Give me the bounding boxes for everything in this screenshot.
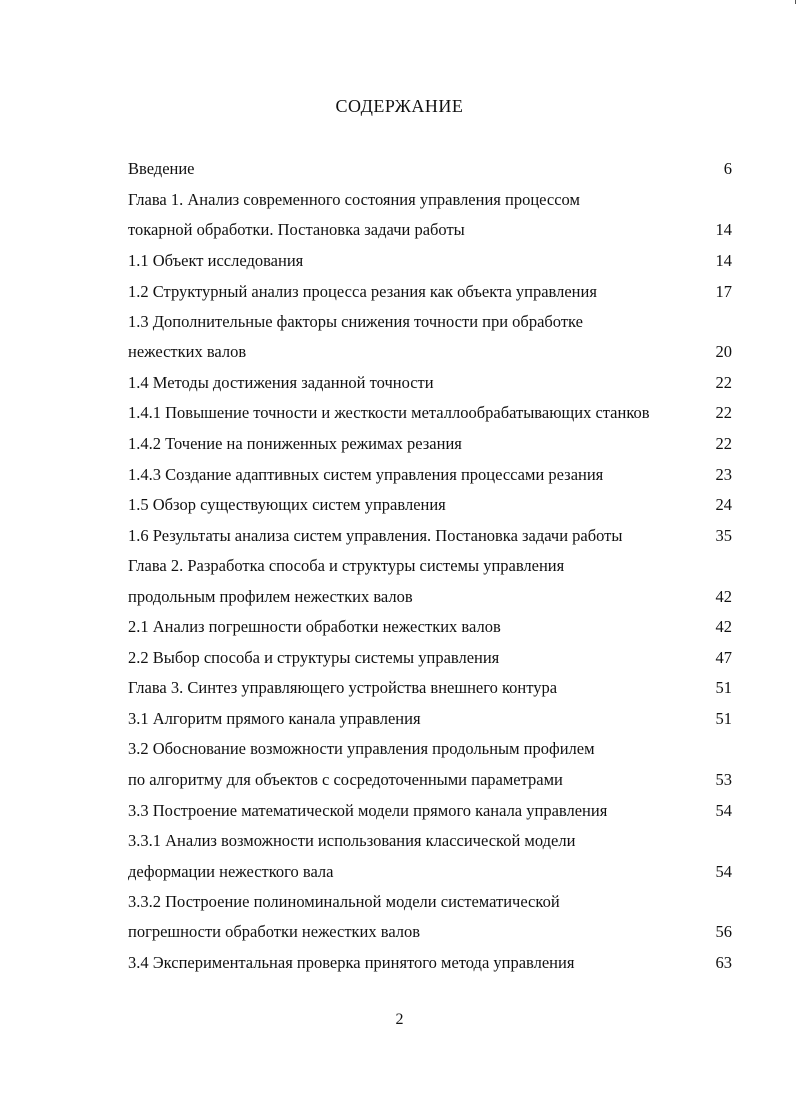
toc-entry-page: 53 xyxy=(715,770,732,789)
scan-mark xyxy=(795,0,796,4)
toc-entry-text: 1.6 Результаты анализа систем управления. Постановка задачи работы xyxy=(128,526,623,545)
toc-entry-page: 6 xyxy=(723,159,732,178)
toc-entry-page: 51 xyxy=(715,709,732,728)
toc-entry-page: 63 xyxy=(715,953,732,972)
toc-entry-text: 1.4.2 Точение на пониженных режимах резания xyxy=(128,434,462,453)
toc-entry-page: 20 xyxy=(715,342,732,361)
page-number: 2 xyxy=(395,1011,404,1028)
toc-entry-text: 1.4 Методы достижения заданной точности xyxy=(128,373,434,392)
toc-entry-text: 1.2 Структурный анализ процесса резания как объекта управления xyxy=(128,282,597,301)
toc-entry-text: по алгоритму для объектов с сосредоточенными параметрами xyxy=(128,770,563,789)
toc-entry-text: 1.1 Объект исследования xyxy=(128,251,304,270)
toc-entry-page: 54 xyxy=(715,862,732,881)
toc-entry-text: 1.3 Дополнительные факторы снижения точности при обработке xyxy=(128,312,583,331)
toc-entry-text: 1.5 Обзор существующих систем управления xyxy=(128,495,446,514)
toc-entry-text: 1.4.1 Повышение точности и жесткости металлообрабатывающих станков xyxy=(128,403,650,422)
toc-entry-text: нежестких валов xyxy=(128,342,247,361)
toc-entry-page: 14 xyxy=(715,251,732,270)
toc-entry-page: 47 xyxy=(715,648,732,667)
toc-entry-page: 54 xyxy=(715,801,732,820)
toc-entry-page: 22 xyxy=(715,373,732,392)
toc-entry-text: 2.1 Анализ погрешности обработки нежестких валов xyxy=(128,617,501,636)
toc-entry-text: Введение xyxy=(128,159,195,178)
toc-entry-text: 3.4 Экспериментальная проверка принятого метода управления xyxy=(128,953,575,972)
toc-entry-text: токарной обработки. Постановка задачи работы xyxy=(128,220,465,239)
toc-entry-page: 42 xyxy=(715,617,732,636)
page-title: СОДЕРЖАНИЕ xyxy=(335,96,464,116)
toc-entry-text: 1.4.3 Создание адаптивных систем управления процессами резания xyxy=(128,465,604,484)
toc-entry-page: 22 xyxy=(715,403,732,422)
toc-entry-page: 14 xyxy=(715,220,732,239)
toc-entry-text: 3.3.1 Анализ возможности использования классической модели xyxy=(128,831,576,850)
toc-entry-page: 51 xyxy=(715,678,732,697)
toc-entry-text: Глава 1. Анализ современного состояния управления процессом xyxy=(128,190,580,209)
toc-entry-page: 24 xyxy=(715,495,732,514)
toc-entry-text: Глава 2. Разработка способа и структуры системы управления xyxy=(128,556,565,575)
toc-entry-text: Глава 3. Синтез управляющего устройства внешнего контура xyxy=(128,678,558,697)
toc-entry-text: деформации нежесткого вала xyxy=(128,862,334,881)
toc-entry-page: 22 xyxy=(715,434,732,453)
toc-entry-text: продольным профилем нежестких валов xyxy=(128,587,413,606)
toc-entry-page: 56 xyxy=(715,922,732,941)
toc-entry-text: 2.2 Выбор способа и структуры системы управления xyxy=(128,648,500,667)
toc-entry-page: 35 xyxy=(715,526,732,545)
toc-entry-page: 17 xyxy=(715,282,732,301)
toc-entry-page: 42 xyxy=(715,587,732,606)
toc-entry-text: 3.2 Обоснование возможности управления продольным профилем xyxy=(128,739,595,758)
toc-entry-text: 3.1 Алгоритм прямого канала управления xyxy=(128,709,421,728)
toc-entry-text: 3.3 Построение математической модели прямого канала управления xyxy=(128,801,608,820)
toc-entry-text: погрешности обработки нежестких валов xyxy=(128,922,421,941)
toc-entry-page: 23 xyxy=(715,465,732,484)
toc-entry-text: 3.3.2 Построение полиноминальной модели систематической xyxy=(128,892,560,911)
